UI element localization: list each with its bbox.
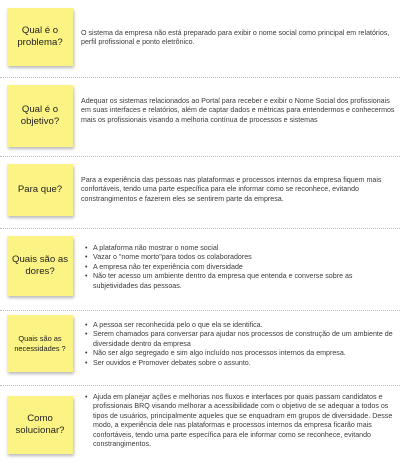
sticky-note-label: Qual é o problema? [17, 25, 63, 48]
sticky-note-purpose[interactable] [7, 164, 73, 216]
section-text-purpose [81, 176, 396, 204]
list-item: • A plataforma não mostrar o nome social [93, 244, 396, 253]
section-text-problem [81, 29, 396, 48]
sticky-note-label: Para que? [17, 184, 63, 196]
sticky-note-problem[interactable] [7, 8, 73, 66]
paragraph: Para a experiência das pessoas nas plataformas e processos internos da empresa fiquem mais confortáveis, tendo uma parte específica para ele informar como se reconhece, evitando constrangimentos e fazerem eles se sentirem parte da empresa. [81, 176, 382, 203]
list-item: • Não ser algo segregado e sim algo incluído nos processos internos da empresa. [93, 349, 396, 358]
sticky-note-label: Quais são as necessidades ? [14, 334, 66, 353]
section-divider [0, 228, 400, 230]
sticky-note-solution[interactable] [7, 396, 73, 454]
list-item: • Serem chamados para conversar para ajudar nos processos de construção de um ambiente de diversidade dentro da empresa [93, 330, 396, 349]
paragraph: O sistema da empresa não está preparado para exibir o nome social como principal em relatórios, perfil profissional e ponto eletrônico. [81, 29, 390, 47]
section-divider [0, 310, 400, 312]
list-item: • A pessoa ser reconhecida pelo o que ela se identifica. [93, 321, 396, 330]
sticky-note-label: Quais são as dores? [12, 254, 68, 277]
sticky-note-needs[interactable] [7, 315, 73, 372]
list-item: • A empresa não ter experiência com diversidade [93, 263, 396, 272]
section-divider [0, 77, 400, 79]
bullet-list [81, 321, 396, 368]
list-item: • Não ter acesso um ambiente dentro da empresa que entenda e converse sobre as subjetividades das pessoas. [93, 272, 396, 291]
sticky-note-pains[interactable] [7, 236, 73, 296]
paragraph: Adequar os sistemas relacionados ao Portal para receber e exibir o Nome Social dos profissionais em suas interfaces e relatórios, além de captar dados e métricas para entendermos e conhecermos mais os profissionais visando a melhoria contínua de processos e sistemas [81, 97, 395, 124]
section-text-objective [81, 97, 396, 125]
sticky-note-objective[interactable] [7, 85, 73, 147]
bullet-list [81, 244, 396, 291]
list-item: • Vazar o "nome morto"para todos os colaboradores [93, 253, 396, 262]
section-list-solution [81, 393, 396, 449]
list-item: • Ajuda em planejar ações e melhorias nos fluxos e interfaces por quais passam candidatos e profissionais BRQ visando melhorar a acessibilidade com o objetivo de se adequar a todos os tipos de usuários, principalmente aqueles que se enquadram em grupos de diversidade. Desse modo, a experiência dele nas plataformas e processos internos da empresa ficarão mais confortáveis, tendo uma parte específica para ele informar como se reconhece, evitando constrangimentos. [93, 393, 396, 449]
section-divider [0, 156, 400, 158]
section-divider [0, 385, 400, 387]
sticky-note-label: Como solucionar? [15, 413, 65, 436]
bullet-list [81, 393, 396, 449]
section-list-pains [81, 244, 396, 291]
list-item: • Ser ouvidos e Promover debates sobre o assunto. [93, 359, 396, 368]
sticky-note-label: Qual é o objetivo? [20, 104, 60, 127]
section-list-needs [81, 321, 396, 368]
